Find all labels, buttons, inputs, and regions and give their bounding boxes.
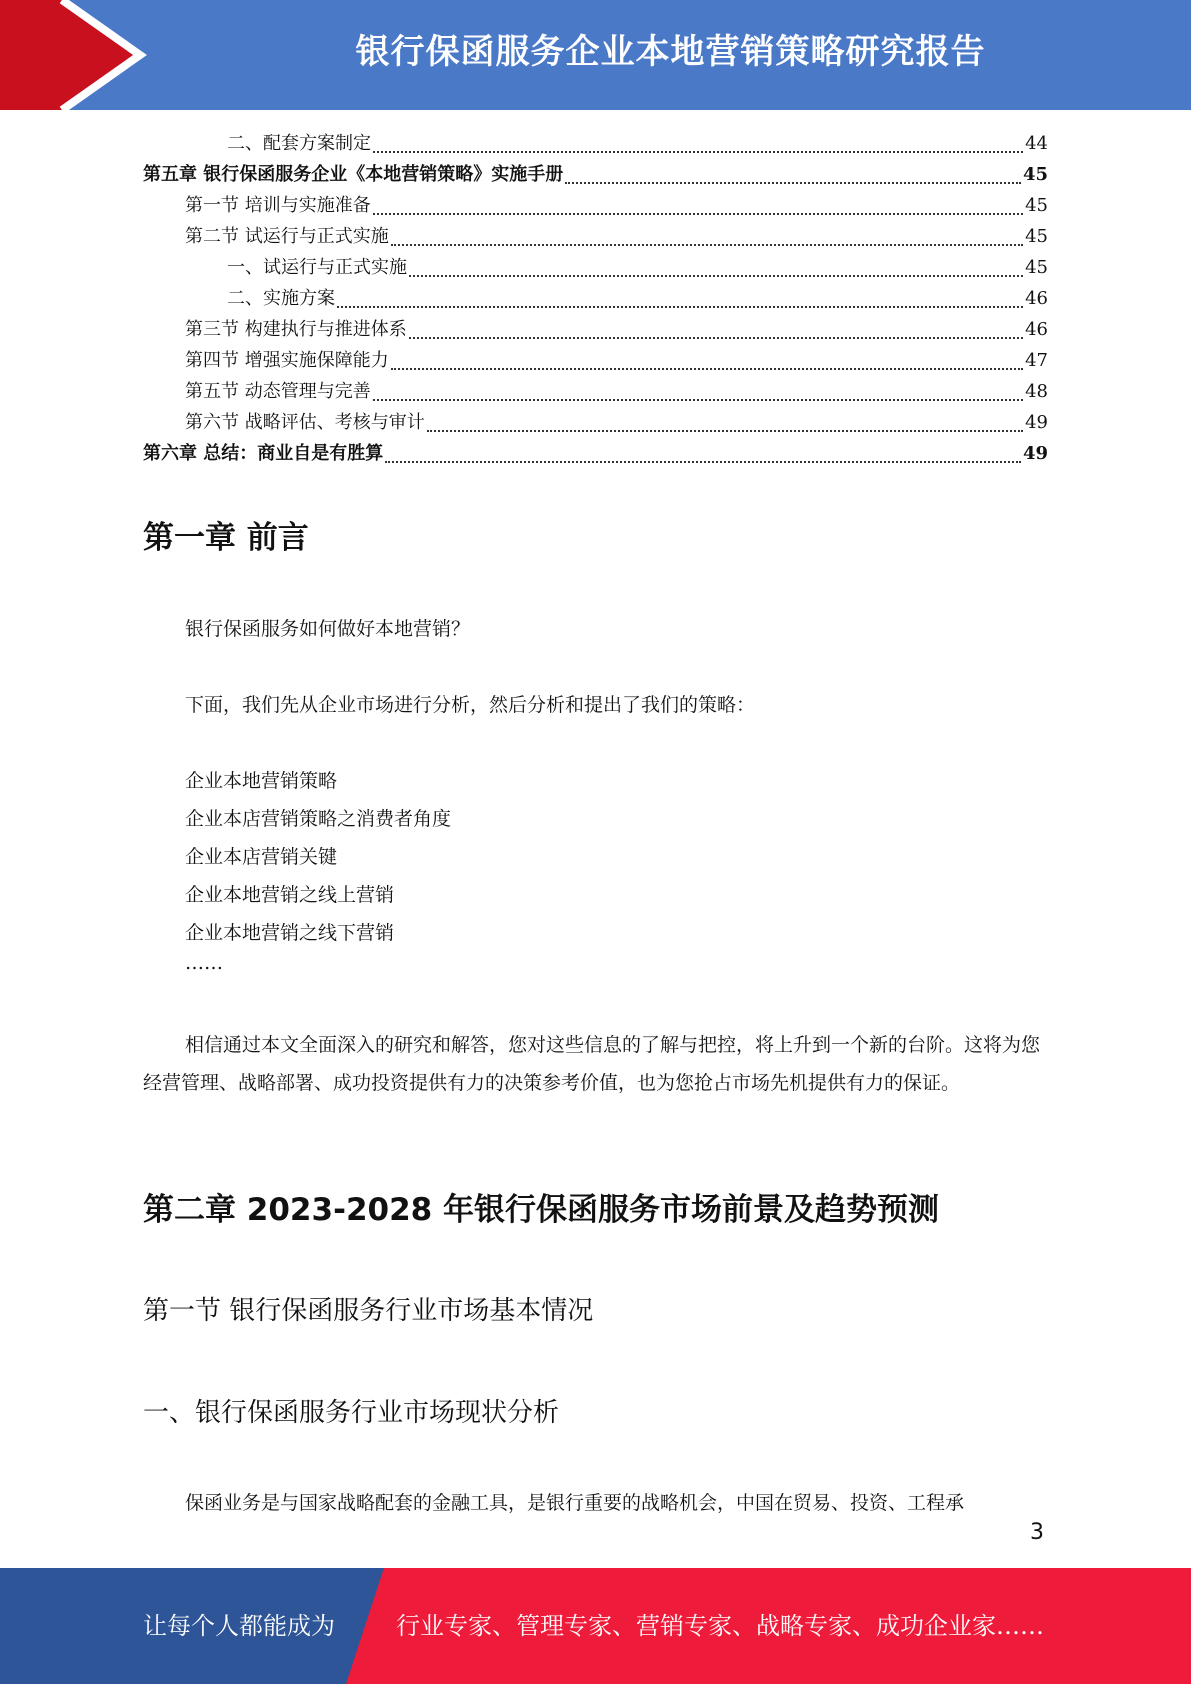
toc-leader-dots [427, 428, 1023, 432]
chapter-1-heading: 第一章 前言 [143, 520, 309, 556]
footer-slogan-left: 让每个人都能成为 [143, 1612, 335, 1640]
section-1-heading: 第一节 银行保函服务行业市场基本情况 [143, 1296, 594, 1326]
strategy-list-item: 企业本地营销之线下营销 [185, 922, 395, 944]
toc-entry-page: 44 [1025, 133, 1048, 154]
toc-entry-page: 45 [1025, 257, 1048, 278]
table-of-contents [143, 128, 1048, 469]
chapter-2-paragraph: 保函业务是与国家战略配套的金融工具，是银行重要的战略机会，中国在贸易、投资、工程承 [185, 1492, 965, 1514]
toc-leader-dots [565, 180, 1021, 184]
toc-entry-title: 第四节 增强实施保障能力 [185, 350, 389, 371]
toc-entry-title: 第五章 银行保函服务企业《本地营销策略》实施手册 [143, 164, 564, 185]
page-footer [0, 1568, 1191, 1684]
toc-entry[interactable] [143, 128, 1048, 159]
page-header [0, 0, 1191, 110]
toc-entry[interactable] [143, 190, 1048, 221]
strategy-list-item: 企业本店营销策略之消费者角度 [185, 808, 452, 830]
toc-leader-dots [409, 273, 1023, 277]
toc-leader-dots [373, 397, 1023, 401]
toc-entry-page: 45 [1022, 164, 1048, 185]
subsection-1-heading: 一、银行保函服务行业市场现状分析 [143, 1398, 560, 1428]
toc-entry-page: 48 [1025, 381, 1048, 402]
chapter-1-conclusion: 相信通过本文全面深入的研究和解答，您对这些信息的了解与把控，将上升到一个新的台阶。这将为您经营管理、战略部署、成功投资提供有力的决策参考价值，也为您抢占市场先机提供有力的保证。 [143, 1034, 1041, 1094]
toc-leader-dots [409, 335, 1023, 339]
strategy-list-item: …… [185, 952, 223, 974]
toc-entry-title: 第二节 试运行与正式实施 [185, 226, 389, 247]
chapter-2-heading: 第二章 2023-2028 年银行保函服务市场前景及趋势预测 [143, 1192, 940, 1228]
toc-entry-page: 46 [1025, 319, 1048, 340]
toc-entry[interactable] [143, 221, 1048, 252]
toc-leader-dots [391, 242, 1023, 246]
toc-entry-title: 第三节 构建执行与推进体系 [185, 319, 407, 340]
toc-entry-page: 47 [1025, 350, 1048, 371]
toc-entry-title: 一、试运行与正式实施 [227, 257, 407, 278]
toc-entry-title: 二、配套方案制定 [227, 133, 371, 154]
toc-entry-title: 二、实施方案 [227, 288, 335, 309]
toc-entry-title: 第五节 动态管理与完善 [185, 381, 371, 402]
report-title: 银行保函服务企业本地营销策略研究报告 [355, 32, 986, 72]
toc-entry-page: 45 [1025, 195, 1048, 216]
strategy-list-item: 企业本地营销策略 [185, 770, 338, 792]
page-number: 3 [1030, 1520, 1044, 1545]
toc-entry-page: 49 [1022, 443, 1048, 464]
toc-entry-page: 46 [1025, 288, 1048, 309]
toc-entry[interactable] [143, 345, 1048, 376]
toc-leader-dots [373, 211, 1023, 215]
toc-leader-dots [385, 459, 1021, 463]
toc-entry-page: 45 [1025, 226, 1048, 247]
toc-entry[interactable] [143, 407, 1048, 438]
footer-slogan-right: 行业专家、管理专家、营销专家、战略专家、成功企业家…… [396, 1612, 1044, 1640]
toc-entry-title: 第六节 战略评估、考核与审计 [185, 412, 425, 433]
toc-entry[interactable] [143, 252, 1048, 283]
chapter-1-intro: 下面，我们先从企业市场进行分析，然后分析和提出了我们的策略： [185, 694, 756, 716]
toc-entry[interactable] [143, 314, 1048, 345]
toc-entry[interactable] [143, 159, 1048, 190]
toc-leader-dots [391, 366, 1023, 370]
toc-entry[interactable] [143, 376, 1048, 407]
toc-entry[interactable] [143, 283, 1048, 314]
toc-entry-page: 49 [1025, 412, 1048, 433]
chapter-1-question: 银行保函服务如何做好本地营销？ [185, 618, 471, 640]
strategy-list-item: 企业本地营销之线上营销 [185, 884, 395, 906]
toc-leader-dots [337, 304, 1023, 308]
strategy-list-item: 企业本店营销关键 [185, 846, 338, 868]
toc-entry-title: 第一节 培训与实施准备 [185, 195, 371, 216]
toc-entry-title: 第六章 总结：商业自是有胜算 [143, 443, 384, 464]
toc-leader-dots [373, 149, 1023, 153]
toc-entry[interactable] [143, 438, 1048, 469]
